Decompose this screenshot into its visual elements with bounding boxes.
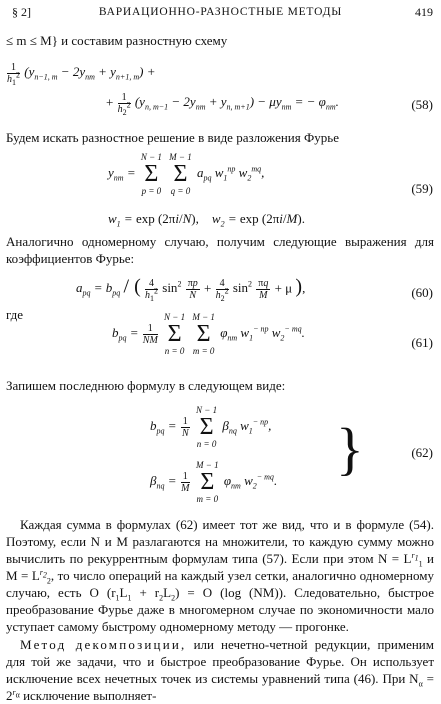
equation-number-61: (61): [411, 335, 433, 350]
equation-61: $b_{pq}$ = $\frac{1}{NM}$ N − 1 Σ n = 0 M − 1 Σ m = 0 $\varphi_{nm}$ $w_1^{- np}$ $w_2^{- mq}$.: [112, 312, 305, 356]
equation-number-59: (59): [411, 181, 433, 196]
equation-number-58: (58): [411, 97, 433, 112]
equation-60: $a_{pq} = b_{pq}$ / ( $\frac{4}{h_1^2}$ $\sin^2$ $\frac{\pi p}{N}$ + $\frac{4}{h_2^2}$ $\sin^2$ $\frac{\pi q}{M}$ + μ ),: [76, 275, 306, 303]
running-head-section: § 2]: [12, 5, 31, 19]
equation-58-line2: + $\frac{1}{h_2^2}$ $(y_{n, m-1} - 2y_{nm} + y_{n, m+1}) - \mu y_{nm}$ = − $\varphi_{nm}$.: [106, 92, 339, 117]
intro-line: ≤ m ≤ M} и составим разностную схему: [6, 33, 228, 48]
right-brace: }: [336, 416, 364, 481]
equation-58-line1: $\frac{1}{h_1^2}$ $(y_{n-1, m} - 2y_{nm} + y_{n+1, m})$ +: [7, 62, 156, 87]
paragraph-rewrite: Запишем последнюю формулу в следующем виде:: [6, 378, 286, 393]
paragraph-analog: Аналогично одномерному случаю, получим следующие выражения для коэффициентов Фурье:: [6, 234, 434, 266]
equation-number-60: (60): [411, 285, 433, 300]
where-word: где: [6, 307, 24, 322]
equation-59-line2: $w_1 = \exp (2\pi i/N)$, $w_2 = \exp (2\pi i/M)$.: [108, 211, 305, 229]
equation-number-62: (62): [411, 445, 433, 460]
page-number: 419: [415, 5, 433, 19]
paragraph-each-sum: Каждая сумма в формулах (62) имеет тот же вид, что и в формуле (54). Поэтому, если N и M разлагаются на множители, то каждую сумму можно вычислить по рекуррентным формулам типа (57). Если при этом $N = L^{r_1}_1$ и $M = L^{r_2}_2$, то число операций на каждый узел сетки, аналогично одномерному случаю, есть O $(r_1L_1 + r_2L_2) = O$ (log (NM)). Следовательно, быстрое преобразование Фурье даже в многомерном случае по экономичности мало уступает самому быстрому одномерному методу — прогонке.: [6, 517, 434, 634]
equation-62-line1: $b_{pq}$ = $\frac{1}{N}$ N − 1 Σ n = 0 $\beta_{nq}$ $w_1^{- np}$,: [150, 405, 272, 449]
equation-59-line1: $y_{nm}$ = N − 1 Σ p = 0 M − 1 Σ q = 0 $a_{pq}$ $w_1^{np}$ $w_2^{mq}$,: [108, 152, 265, 196]
equation-62-line2: $\beta_{nq}$ = $\frac{1}{M}$ M − 1 Σ m = 0 $\varphi_{nm}$ $w_2^{- mq}$.: [150, 460, 278, 504]
paragraph-fourier: Будем искать разностное решение в виде разложения Фурье: [6, 130, 339, 145]
running-head-title: ВАРИАЦИОННО-РАЗНОСТНЫЕ МЕТОДЫ: [98, 6, 343, 18]
paragraph-decomposition: Метод декомпозиции, или нечетно-четной редукции, применим для той же задачи, что и быстрое преобразование Фурье. Он использует исключение всех нечетных точек из системы уравнений типа (46). При $N_\alpha = 2^{r_\alpha}$ исключение выполняет-: [6, 637, 434, 703]
